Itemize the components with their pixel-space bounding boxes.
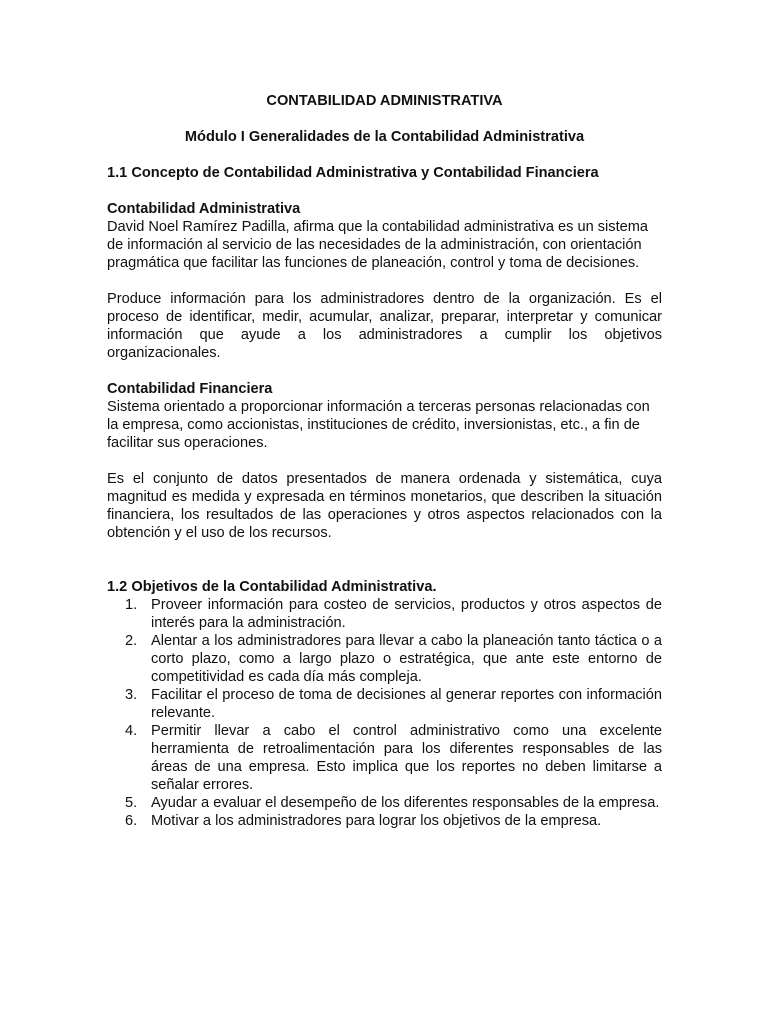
section-1-2-heading: 1.2 Objetivos de la Contabilidad Administrativa. <box>107 579 437 595</box>
financial-accounting-heading: Contabilidad Financiera <box>107 381 273 397</box>
list-item-number: 6. <box>125 813 138 829</box>
admin-accounting-heading: Contabilidad Administrativa <box>107 201 301 217</box>
admin-accounting-paragraph-1: David Noel Ramírez Padilla, afirma que la contabilidad administrativa es un sistema de información al servicio de las necesidades de la administración, con orientación pragmática que facilitar las funciones de planeación, control y toma de decisiones. <box>107 219 649 271</box>
list-item <box>125 596 662 632</box>
list-item-number: 2. <box>125 633 138 649</box>
financial-accounting-paragraph-1: Sistema orientado a proporcionar información a terceras personas relacionadas con la empresa, como accionistas, instituciones de crédito, inversionistas, etc., a fin de facilitar sus operaciones. <box>107 399 650 451</box>
document-title: CONTABILIDAD ADMINISTRATIVA <box>266 93 503 109</box>
list-item-number: 3. <box>125 687 138 703</box>
list-item-text: Motivar a los administradores para lograr los objetivos de la empresa. <box>151 813 602 829</box>
list-item-number: 5. <box>125 795 138 811</box>
list-item <box>125 632 662 686</box>
list-item-text: Alentar a los administradores para llevar a cabo la planeación tanto táctica o a corto plazo, como a largo plazo o estratégica, que ante este entorno de competitividad es cada día más compleja. <box>151 633 662 685</box>
list-item-text: Facilitar el proceso de toma de decisiones al generar reportes con información relevante. <box>151 687 662 721</box>
list-item-text: Proveer información para costeo de servicios, productos y otros aspectos de interés para la administración. <box>151 597 662 631</box>
list-item <box>125 812 662 830</box>
financial-accounting-paragraph-2: Es el conjunto de datos presentados de manera ordenada y sistemática, cuya magnitud es medida y expresada en términos monetarios, que describen la situación financiera, los resultados de las operaciones y otros aspectos relacionados con la obtención y el uso de los recursos. <box>107 471 662 541</box>
list-item-text: Permitir llevar a cabo el control administrativo como una excelente herramienta de retroalimentación para los diferentes responsables de las áreas de una empresa. Esto implica que los reportes no deben limitarse a señalar errores. <box>151 723 662 793</box>
list-item <box>125 794 662 812</box>
module-title: Módulo I Generalidades de la Contabilidad Administrativa <box>184 129 585 145</box>
list-item-number: 1. <box>125 597 138 613</box>
section-spacer <box>107 560 662 578</box>
list-item-text: Ayudar a evaluar el desempeño de los diferentes responsables de la empresa. <box>151 795 660 811</box>
list-item <box>125 686 662 722</box>
objectives-list <box>107 596 662 830</box>
list-item <box>125 722 662 794</box>
section-1-1-heading: 1.1 Concepto de Contabilidad Administrativa y Contabilidad Financiera <box>107 165 599 181</box>
admin-accounting-paragraph-2: Produce información para los administradores dentro de la organización. Es el proceso de identificar, medir, acumular, analizar, preparar, interpretar y comunicar información que ayude a los administradores a cumplir los objetivos organizacionales. <box>107 291 662 361</box>
list-item-number: 4. <box>125 723 138 739</box>
